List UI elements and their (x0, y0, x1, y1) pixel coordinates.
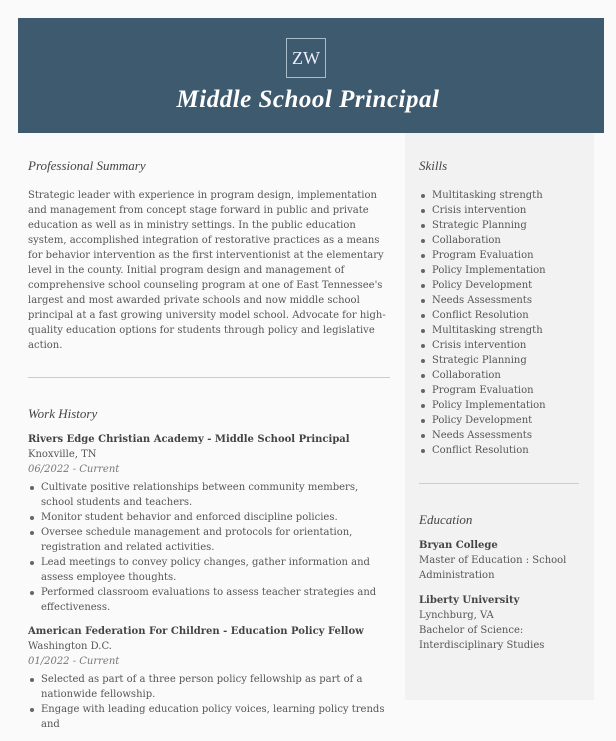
job-location: Knoxville, TN (28, 449, 97, 460)
main-column (28, 158, 390, 741)
job-title: American Federation For Children - Education Policy Fellow (28, 626, 364, 637)
skill-item: Needs Assessments (419, 293, 579, 308)
school-name: Liberty University (419, 595, 520, 606)
skill-item: Conflict Resolution (419, 308, 579, 323)
job-bullet: Lead meetings to convey policy changes, gather information and assess employee thoughts. (28, 555, 390, 585)
skill-item: Collaboration (419, 233, 579, 248)
job-dates: 06/2022 - Current (28, 464, 120, 475)
job-bullet: Cultivate positive relationships between community members, school students and teachers. (28, 480, 390, 510)
job-bullet: Engage with leading education policy voices, learning policy trends and (28, 702, 390, 732)
education-detail: Bachelor of Science: Interdisciplinary Studies (419, 625, 545, 651)
skill-item: Policy Development (419, 413, 579, 428)
job-entry (28, 624, 390, 732)
education-detail: Lynchburg, VA (419, 610, 494, 621)
job-bullets (28, 672, 390, 732)
skill-item: Collaboration (419, 368, 579, 383)
work-heading: Work History (28, 406, 98, 421)
job-bullet: Monitor student behavior and enforced discipline policies. (28, 510, 390, 525)
education-detail: Master of Education : School Administration (419, 555, 567, 581)
job-location: Washington D.C. (28, 641, 112, 652)
skill-item: Program Evaluation (419, 248, 579, 263)
divider (419, 483, 579, 484)
skill-item: Policy Development (419, 278, 579, 293)
school-name: Bryan College (419, 540, 498, 551)
skill-item: Conflict Resolution (419, 443, 579, 458)
skill-item: Needs Assessments (419, 428, 579, 443)
education-heading: Education (419, 512, 473, 527)
divider (28, 377, 390, 378)
job-bullet: Selected as part of a three person policy fellowship as part of a nationwide fellowship. (28, 672, 390, 702)
summary-text: Strategic leader with experience in program design, implementation and management from concept stage forward in public and private education as well as in ministry settings. In the public education system, accomplished integration of restorative practices as a means for behavior intervention as the first interventionist at the elementary level in the county. Initial program design and management of comprehensive school counseling program at one of East Tennessee's largest and most awarded private schools and now middle school principal at a fast growing university model school. Advocate for high-quality education options for students through policy and legislative action. (28, 190, 386, 351)
education-entry (419, 538, 579, 583)
skill-item: Multitasking strength (419, 323, 579, 338)
job-bullets (28, 480, 390, 615)
skill-item: Program Evaluation (419, 383, 579, 398)
job-entry (28, 432, 390, 615)
monogram: ZW (286, 38, 326, 78)
job-dates: 01/2022 - Current (28, 656, 120, 667)
job-title: Middle School Principal (176, 86, 440, 113)
skill-item: Policy Implementation (419, 263, 579, 278)
job-bullet: Performed classroom evaluations to assess teacher strategies and effectiveness. (28, 585, 390, 615)
education-entry (419, 593, 579, 653)
skill-item: Policy Implementation (419, 398, 579, 413)
summary-heading: Professional Summary (28, 158, 146, 173)
skills-list (419, 188, 579, 458)
skill-item: Strategic Planning (419, 353, 579, 368)
job-bullet: Oversee schedule management and protocols for orientation, registration and related activities. (28, 525, 390, 555)
skill-item: Multitasking strength (419, 188, 579, 203)
skill-item: Strategic Planning (419, 218, 579, 233)
sidebar-content (419, 158, 579, 663)
job-title: Rivers Edge Christian Academy - Middle School Principal (28, 434, 350, 445)
skills-heading: Skills (419, 158, 448, 173)
skill-item: Crisis intervention (419, 203, 579, 218)
skill-item: Crisis intervention (419, 338, 579, 353)
